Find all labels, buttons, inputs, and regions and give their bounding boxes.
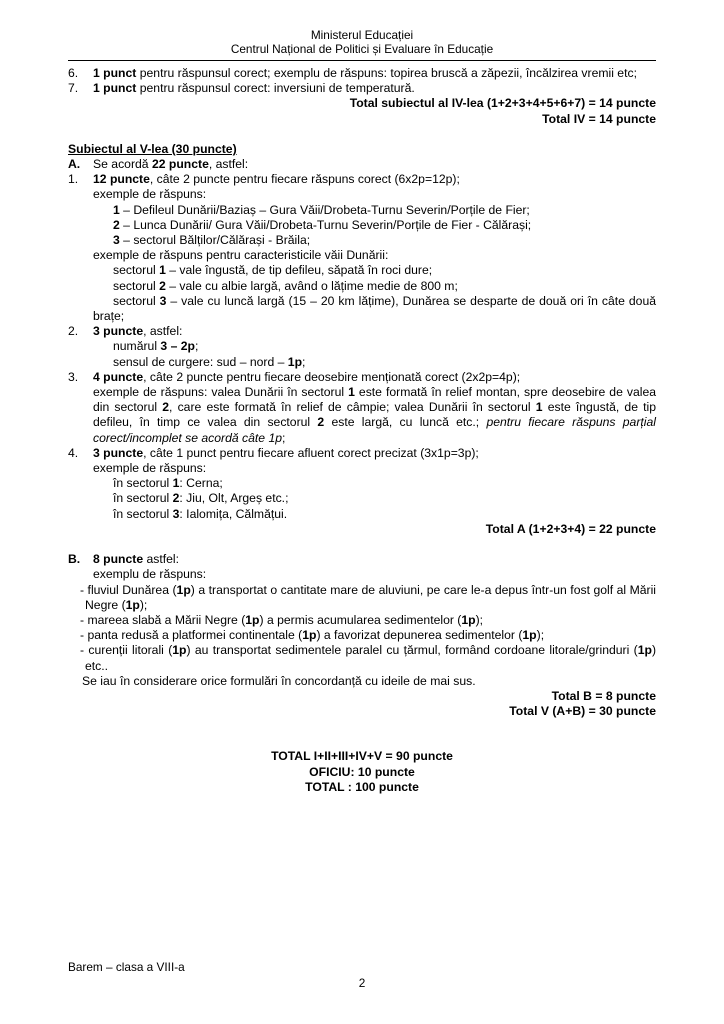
item-points: 1 punct (93, 81, 137, 96)
total-a: Total A (1+2+3+4) = 22 puncte (485, 521, 656, 536)
grand-total: TOTAL I+II+III+IV+V = 90 puncte (271, 749, 453, 764)
total-v: Total V (A+B) = 30 puncte (509, 704, 656, 719)
part-b-line: - panta redusă a platformei continentale (1p) a favorizat depunerea sedimentelor (1p); (80, 628, 545, 643)
item-number: 4. (68, 445, 79, 460)
page-header (68, 28, 656, 56)
examples-label: exemple de răspuns: (93, 187, 207, 202)
item-v-1 (68, 172, 656, 187)
tributary-3: în sectorul 3: Ialomița, Călmățui. (113, 506, 288, 521)
page-number: 2 (358, 976, 366, 990)
document-body (68, 66, 656, 795)
footer-label: Barem – clasa a VIII-a (68, 960, 185, 974)
item-text: , câte 2 puncte pentru fiecare deosebire menționată corect (2x2p=4p); (143, 369, 521, 384)
example-label: exemplu de răspuns: (93, 567, 207, 582)
item-v-4 (68, 446, 656, 461)
part-b-line: - mareea slabă a Mării Negre (1p) a permis acumularea sedimentelor (1p); (80, 612, 484, 627)
item-3-examples: exemple de răspuns: valea Dunării în sectorul 1 este formată în relief montan, spre deosebire de valea din sectorul 2, care este formată în relief de câmpie; valea Dunării în sectorul 1 este îngustă, de tip defileu, în timp ce valea din sectorul 2 este largă, cu luncă etc.; pentru fiecare răspuns parțial corect/incomplet se acordă câte 1p; (93, 385, 657, 445)
item-number: 1. (68, 172, 79, 187)
total-b: Total B = 8 puncte (551, 688, 656, 703)
characteristics-label: exemple de răspuns pentru caracteristicile văii Dunării: (93, 248, 389, 263)
part-letter: A. (68, 157, 81, 172)
characteristic-1: sectorul 1 – vale îngustă, de tip defileu, săpată în roci dure; (113, 263, 433, 278)
item-2-line-2: sensul de curgere: sud – nord – 1p; (113, 354, 306, 369)
part-a-heading (68, 157, 656, 172)
part-a-pre: Se acordă (93, 157, 152, 172)
tributary-2: în sectorul 2: Jiu, Olt, Argeș etc.; (113, 491, 289, 506)
item-v-3 (68, 370, 656, 385)
item-text: , câte 1 punct pentru fiecare afluent corect precizat (3x1p=3p); (143, 445, 479, 460)
part-a-points: 22 puncte (151, 157, 209, 172)
sector-3: 3 – sectorul Bălților/Călărași - Brăila; (113, 233, 311, 248)
item-points: 12 puncte (93, 172, 150, 187)
part-b-points: 8 puncte (93, 552, 144, 567)
item-number: 2. (68, 324, 79, 339)
item-points: 4 puncte (93, 369, 144, 384)
total-iv: Total IV = 14 puncte (542, 111, 656, 126)
item-2-line-1: numărul 3 – 2p; (113, 339, 199, 354)
item-number: 3. (68, 369, 79, 384)
item-text: pentru răspunsul corect; exemplu de răspuns: topirea bruscă a zăpezii, încălzirea vremii etc; (136, 66, 637, 80)
final-total: TOTAL : 100 puncte (305, 779, 419, 794)
section-v-title: Subiectul al V-lea (30 puncte) (68, 141, 237, 156)
total-subject-iv: Total subiectul al IV-lea (1+2+3+4+5+6+7) = 14 puncte (349, 96, 656, 111)
item-number: 6. (68, 66, 79, 80)
item-text: pentru răspunsul corect: inversiuni de temperatură. (136, 81, 415, 96)
part-b-line: - fluviul Dunărea (1p) a transportat o cantitate mare de aluviuni, pe care le-a depus într-un fost golf al Mării Negre (1p); (80, 582, 656, 612)
characteristic-3: sectorul 3 – vale cu luncă largă (15 – 20 km lățime), Dunărea se desparte de două ori în câte două brațe; (93, 293, 656, 324)
item-number: 7. (68, 81, 79, 96)
oficiu-points: OFICIU: 10 puncte (309, 764, 415, 779)
header-ministry: Ministerul Educației (310, 28, 414, 42)
header-center: Centrul Național de Politici și Evaluare în Educație (230, 42, 494, 56)
item-points: 3 puncte (93, 445, 144, 460)
part-a-post: , astfel: (208, 157, 249, 172)
item-v-2 (68, 324, 656, 339)
tributary-1: în sectorul 1: Cerna; (113, 476, 223, 491)
part-b-line: - curenții litorali (1p) au transportat sedimentele paralel cu țărmul, formând cordoane litorale/grinduri (1p) etc.. (80, 643, 656, 673)
item-6 (68, 66, 656, 81)
sector-1: 1 – Defileul Dunării/Baziaș – Gura Văii/Drobeta-Turnu Severin/Porțile de Fier; (113, 202, 530, 217)
examples-label: exemple de răspuns: (93, 461, 207, 476)
formulation-note: Se iau în considerare orice formulări în concordanță cu ideile de mai sus. (82, 673, 476, 688)
sector-2: 2 – Lunca Dunării/ Gura Văii/Drobeta-Turnu Severin/Porțile de Fier - Călărași; (113, 217, 532, 232)
header-divider (68, 60, 656, 61)
item-points: 1 punct (93, 66, 137, 80)
part-letter: B. (68, 552, 81, 567)
part-b-heading (68, 552, 656, 567)
characteristic-2: sectorul 2 – vale cu albie largă, având o lățime medie de 800 m; (113, 278, 458, 293)
item-points: 3 puncte (93, 324, 144, 339)
item-7 (68, 81, 656, 96)
item-text: , câte 2 puncte pentru fiecare răspuns corect (6x2p=12p); (149, 172, 460, 187)
part-b-post: astfel: (143, 552, 180, 567)
item-text: , astfel: (143, 324, 183, 339)
